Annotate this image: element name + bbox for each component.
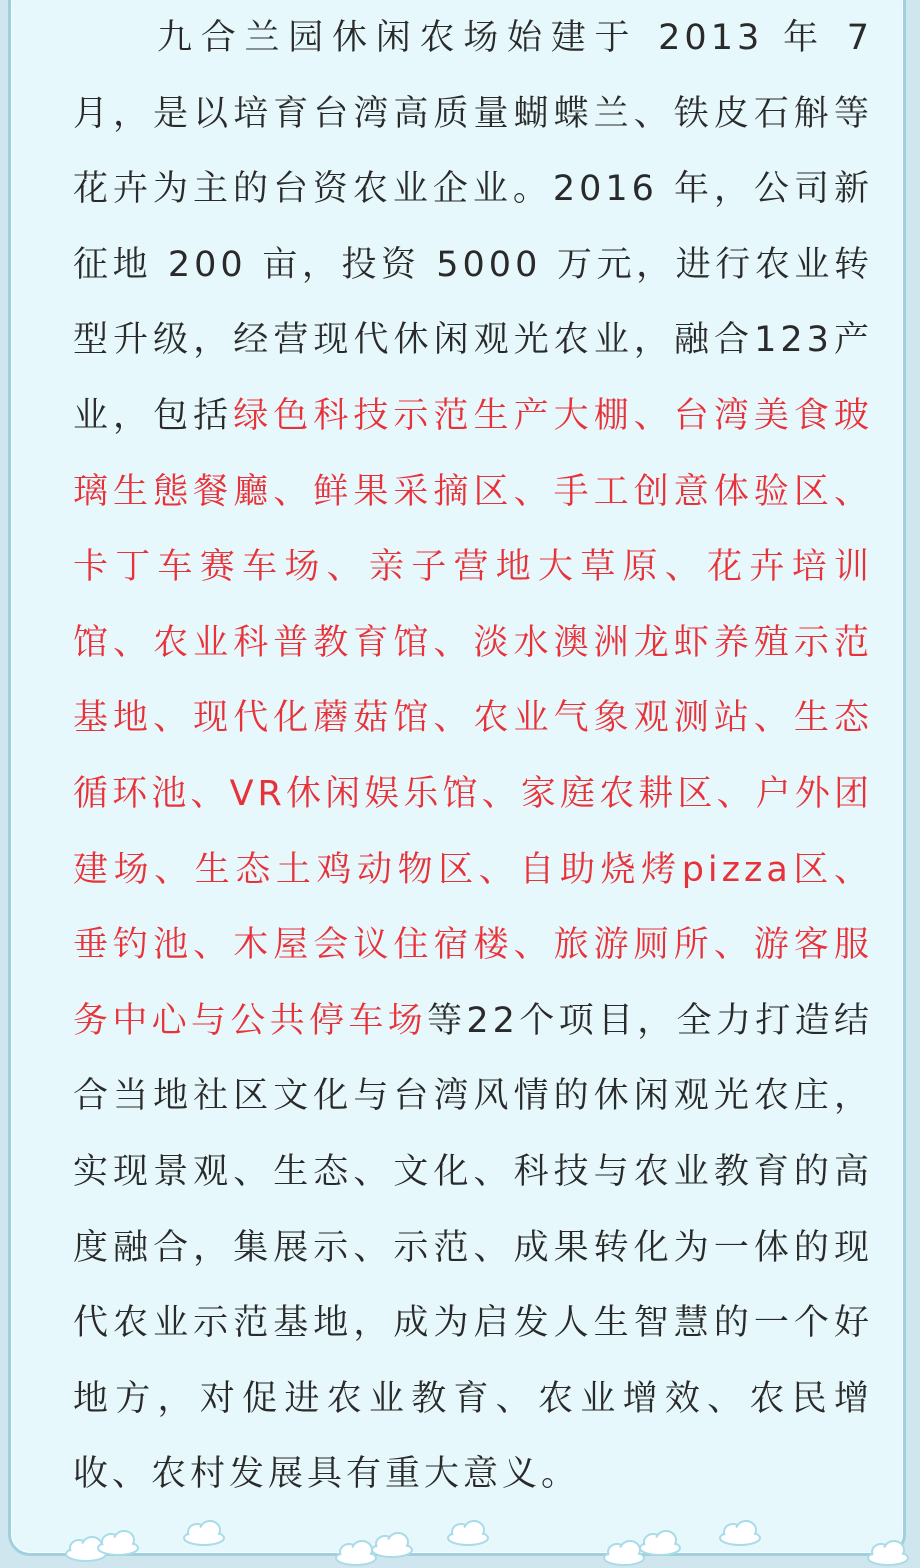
article-paragraph xyxy=(73,1,873,1513)
cloud-icon xyxy=(448,1521,488,1545)
article-conclusion-text: 等22个项目，全力打造结合当地社区文化与台湾风情的休闲观光农庄，实现景观、生态、文化、科技与农业教育的高度融合，集展示、示范、成果转化为一体的现代农业示范基地，成为启发人生智慧的一个好地方，对促进农业教育、农业增效、农民增收、农村发展具有重大意义。 xyxy=(73,1000,873,1495)
cloud-decoration xyxy=(0,1512,920,1568)
cloud-icon xyxy=(98,1531,138,1555)
cloud-icon xyxy=(184,1521,224,1545)
article-intro-text: 九合兰园休闲农场始建于 2013 年 7 月，是以培育台湾高质量蝴蝶兰、铁皮石斛等花卉为主的台资农业企业。2016 年，公司新征地 200 亩，投资 5000 万元，进行农业转型升级，经营现代休闲观光农业，融合123产业，包括 xyxy=(73,18,873,436)
cloud-icon xyxy=(640,1531,680,1555)
project-list-highlight: 绿色科技示范生产大棚、台湾美食玻璃生態餐廳、鲜果采摘区、手工创意体验区、卡丁车赛车场、亲子营地大草原、花卉培训馆、农业科普教育馆、淡水澳洲龙虾养殖示范基地、现代化蘑菇馆、农业气象观测站、生态循环池、VR休闲娱乐馆、家庭农耕区、户外团建场、生态土鸡动物区、自助烧烤pizza区、垂钓池、木屋会议住宿楼、旅游厕所、游客服务中心与公共停车场 xyxy=(73,395,873,1041)
cloud-icon xyxy=(336,1541,376,1565)
cloud-icon xyxy=(604,1541,644,1565)
cloud-icon xyxy=(868,1541,908,1565)
article-card xyxy=(8,0,906,1556)
cloud-icon xyxy=(372,1533,412,1557)
cloud-icon xyxy=(720,1521,760,1545)
